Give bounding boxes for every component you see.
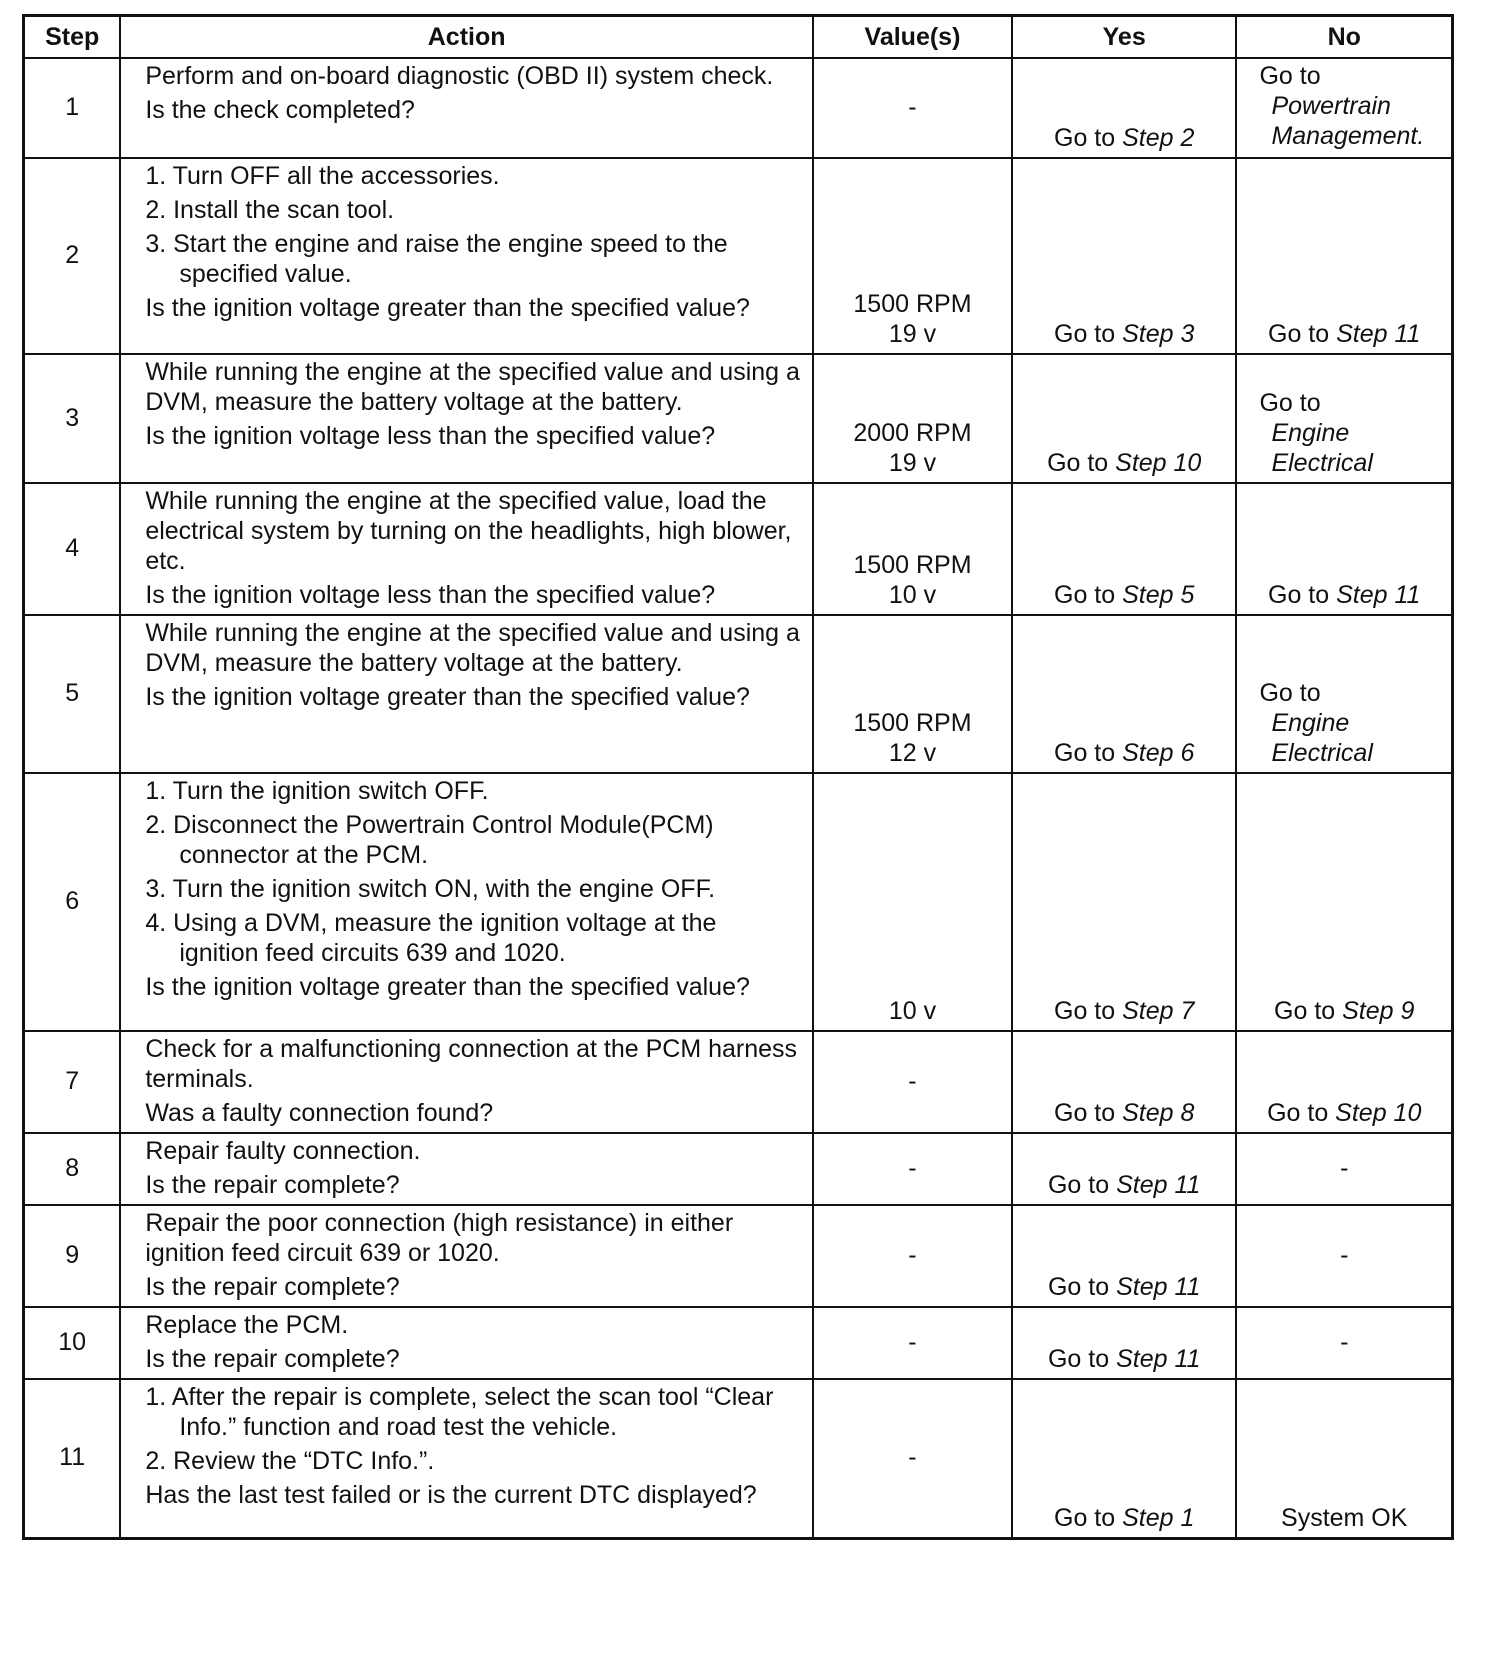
no-goto: Go to Step 10	[1267, 1099, 1422, 1127]
action-text: While running the engine at the specified value, load the electrical system by turning on the headlights, high blower, etc.	[145, 487, 792, 575]
step-reference: Step 1	[1122, 1503, 1195, 1532]
step-reference: Step 11	[1336, 581, 1421, 609]
action-step: 2. Review the “DTC Info.”.	[145, 1447, 435, 1475]
no-cell: -	[1236, 1205, 1452, 1307]
action-step: 2. Disconnect the Powertrain Control Module(PCM) connector at the PCM.	[145, 811, 714, 869]
yes-cell	[1012, 1205, 1237, 1307]
value-cell	[813, 1307, 1012, 1379]
no-goto: Go to Step 9	[1274, 997, 1415, 1025]
step-cell: 9	[24, 1205, 121, 1307]
step-cell: 4	[24, 483, 121, 615]
yes-cell	[1012, 58, 1237, 158]
no-reference: Engine	[1271, 709, 1350, 737]
action-cell	[120, 1205, 813, 1307]
step-cell: 7	[24, 1031, 121, 1133]
step-cell: 8	[24, 1133, 121, 1205]
header-yes: Yes	[1012, 16, 1237, 59]
value-cell	[813, 483, 1012, 615]
step-reference: Step 3	[1122, 320, 1195, 348]
no-cell	[1236, 1031, 1452, 1133]
value-text: 12 v	[888, 739, 937, 767]
value-text: 19 v	[888, 320, 937, 348]
step-cell: 1	[24, 58, 121, 158]
no-cell	[1236, 354, 1452, 483]
action-text: Repair the poor connection (high resistance) in either ignition feed circuit 639 or 1020.	[145, 1209, 734, 1267]
no-reference: Electrical	[1271, 449, 1373, 477]
action-question: Is the repair complete?	[145, 1345, 400, 1373]
header-step: Step	[24, 16, 121, 59]
yes-cell	[1012, 615, 1237, 773]
no-goto: Go to	[1259, 679, 1321, 707]
value-cell	[813, 773, 1012, 1031]
action-step: 3. Turn the ignition switch ON, with the engine OFF.	[145, 875, 716, 903]
action-question: Is the ignition voltage greater than the specified value?	[145, 683, 750, 711]
value-cell	[813, 354, 1012, 483]
yes-goto: Go to Step 11	[1047, 1273, 1201, 1301]
action-step: 1. Turn OFF all the accessories.	[145, 162, 500, 190]
action-cell	[120, 354, 813, 483]
yes-goto: Go to Step 11	[1047, 1171, 1201, 1199]
action-cell	[120, 1133, 813, 1205]
value-text: 1500 RPM	[853, 709, 972, 737]
action-cell	[120, 1307, 813, 1379]
no-reference: Engine	[1271, 419, 1350, 447]
action-step: 4. Using a DVM, measure the ignition voltage at the ignition feed circuits 639 and 1020.	[145, 909, 717, 967]
no-cell	[1236, 773, 1452, 1031]
header-action: Action	[120, 16, 813, 59]
header-values: Value(s)	[813, 16, 1012, 59]
no-goto: Go to	[1259, 389, 1321, 417]
yes-cell	[1012, 1379, 1237, 1538]
action-cell	[120, 615, 813, 773]
step-reference: Step 9	[1342, 997, 1415, 1025]
action-step: 1. After the repair is complete, select the scan tool “Clear Info.” function and road test the vehicle.	[145, 1383, 774, 1441]
no-cell	[1236, 615, 1452, 773]
value-cell	[813, 1133, 1012, 1205]
action-question: Is the ignition voltage less than the specified value?	[145, 581, 716, 609]
yes-cell	[1012, 354, 1237, 483]
no-cell	[1236, 58, 1452, 158]
value-text: -	[908, 1241, 917, 1269]
action-step: 1. Turn the ignition switch OFF.	[145, 777, 489, 805]
action-text: While running the engine at the specified value and using a DVM, measure the battery voltage at the battery.	[145, 358, 800, 416]
header-row	[24, 16, 1453, 59]
action-question: Is the ignition voltage greater than the specified value?	[145, 973, 750, 1001]
yes-goto: Go to Step 8	[1054, 1099, 1195, 1127]
table-row	[24, 615, 1453, 773]
no-reference: Management.	[1271, 122, 1425, 150]
yes-goto: Go to Step 11	[1047, 1345, 1201, 1373]
no-cell	[1236, 483, 1452, 615]
yes-cell	[1012, 1133, 1237, 1205]
value-text: 19 v	[888, 449, 937, 477]
step-cell: 2	[24, 158, 121, 354]
table-row	[24, 773, 1453, 1031]
yes-goto: Go to Step 3	[1054, 320, 1195, 348]
step-reference: Step 11	[1116, 1345, 1201, 1373]
step-reference: Step 6	[1122, 739, 1195, 767]
action-text: Replace the PCM.	[145, 1311, 349, 1339]
yes-goto: Go to Step 2	[1054, 124, 1195, 152]
yes-cell	[1012, 1307, 1237, 1379]
value-text: -	[908, 1328, 917, 1356]
step-cell: 10	[24, 1307, 121, 1379]
action-question: Is the ignition voltage greater than the specified value?	[145, 294, 750, 322]
action-step: 3. Start the engine and raise the engine speed to the specified value.	[145, 230, 728, 288]
no-goto: Go to Step 11	[1268, 320, 1421, 348]
step-reference: Step 11	[1116, 1273, 1201, 1301]
yes-cell	[1012, 1031, 1237, 1133]
step-reference: Step 10	[1115, 449, 1202, 477]
yes-goto: Go to Step 10	[1047, 449, 1202, 477]
no-goto: Go to Step 11	[1268, 581, 1421, 609]
action-cell	[120, 773, 813, 1031]
step-reference: Step 11	[1336, 320, 1421, 348]
yes-goto: Go to Step 5	[1054, 581, 1195, 609]
table-row	[24, 1379, 1453, 1538]
value-cell	[813, 615, 1012, 773]
value-text: 2000 RPM	[853, 419, 972, 447]
value-cell	[813, 1205, 1012, 1307]
action-question: Is the repair complete?	[145, 1171, 400, 1199]
table-row	[24, 158, 1453, 354]
step-reference: Step 10	[1335, 1099, 1422, 1127]
table-row	[24, 1031, 1453, 1133]
table-row	[24, 1205, 1453, 1307]
step-cell: 3	[24, 354, 121, 483]
value-text: -	[908, 93, 917, 121]
value-cell	[813, 158, 1012, 354]
no-cell: -	[1236, 1133, 1452, 1205]
yes-goto: Go to Step 7	[1054, 997, 1195, 1025]
value-text: -	[908, 1154, 917, 1182]
diagnostic-table	[22, 14, 1454, 1540]
step-reference: Step 7	[1122, 997, 1195, 1025]
action-cell	[120, 1031, 813, 1133]
action-cell	[120, 483, 813, 615]
action-text: Check for a malfunctioning connection at the PCM harness terminals.	[145, 1035, 798, 1093]
no-reference: Powertrain	[1271, 92, 1391, 120]
action-text: Repair faulty connection.	[145, 1137, 421, 1165]
no-cell: -	[1236, 1307, 1452, 1379]
value-cell	[813, 58, 1012, 158]
step-cell: 6	[24, 773, 121, 1031]
action-step: 2. Install the scan tool.	[145, 196, 395, 224]
value-text: 10 v	[888, 997, 937, 1025]
header-no: No	[1236, 16, 1452, 59]
value-text: -	[908, 1443, 917, 1472]
step-cell: 5	[24, 615, 121, 773]
step-reference: Step 2	[1122, 124, 1195, 152]
step-cell: 11	[24, 1379, 121, 1538]
table-row	[24, 483, 1453, 615]
action-text: Perform and on-board diagnostic (OBD II) system check.	[145, 62, 774, 90]
step-reference: Step 5	[1122, 581, 1195, 609]
action-cell	[120, 158, 813, 354]
action-cell	[120, 58, 813, 158]
value-text: -	[908, 1067, 917, 1095]
yes-goto: Go to Step 6	[1054, 739, 1195, 767]
action-question: Is the repair complete?	[145, 1273, 400, 1301]
no-cell	[1236, 158, 1452, 354]
action-question: Is the check completed?	[145, 96, 415, 124]
no-cell: System OK	[1236, 1379, 1452, 1538]
step-reference: Step 11	[1116, 1171, 1201, 1199]
yes-cell	[1012, 483, 1237, 615]
no-reference: Electrical	[1271, 739, 1373, 767]
table-row	[24, 354, 1453, 483]
no-goto: Go to	[1259, 62, 1321, 90]
step-reference: Step 8	[1122, 1099, 1195, 1127]
yes-cell	[1012, 158, 1237, 354]
value-text: 1500 RPM	[853, 551, 972, 579]
action-cell	[120, 1379, 813, 1538]
value-text: 10 v	[888, 581, 937, 609]
table-row	[24, 58, 1453, 158]
action-question: Is the ignition voltage less than the specified value?	[145, 422, 716, 450]
action-question: Was a faulty connection found?	[145, 1099, 494, 1127]
value-text: 1500 RPM	[853, 290, 972, 318]
action-text: While running the engine at the specified value and using a DVM, measure the battery voltage at the battery.	[145, 619, 800, 677]
value-cell	[813, 1031, 1012, 1133]
yes-goto: Go to Step 1	[1054, 1503, 1195, 1532]
yes-cell	[1012, 773, 1237, 1031]
value-cell	[813, 1379, 1012, 1538]
table-row	[24, 1133, 1453, 1205]
action-question: Has the last test failed or is the current DTC displayed?	[145, 1481, 757, 1509]
table-row	[24, 1307, 1453, 1379]
